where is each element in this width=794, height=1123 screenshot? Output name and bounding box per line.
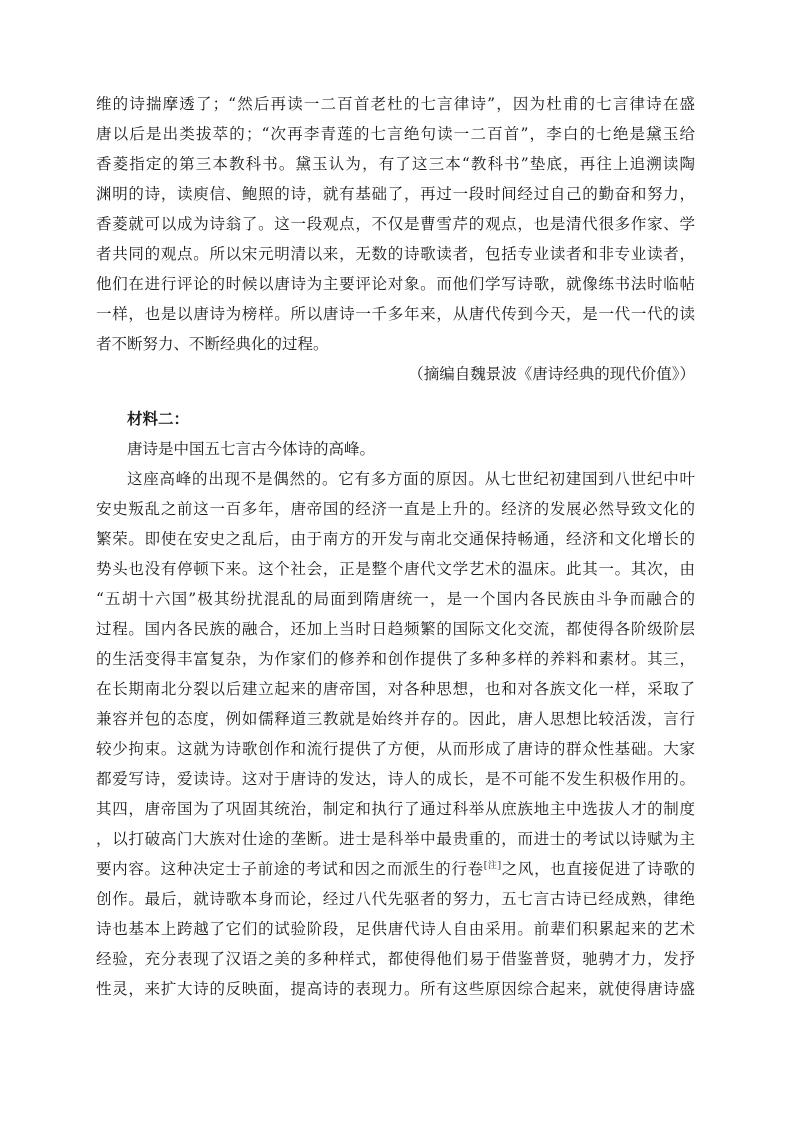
- paragraph-line: 都爱写诗，爱读诗。这对于唐诗的发达，诗人的成长，是不可能不发生积极作用的。: [96, 770, 695, 788]
- material-two-text: [96, 404, 695, 1004]
- paragraph-line: 性灵，来扩大诗的反映面，提高诗的表现力。所有这些原因综合起来，就使得唐诗盛: [96, 980, 695, 998]
- paragraph-line: 其四，唐帝国为了巩固其统治，制定和执行了通过科举从庶族地主中选拔人才的制度: [96, 800, 695, 818]
- paragraph-line: “五胡十六国”极其纷扰混乱的局面到隋唐统一，是一个国内各民族由斗争而融合的: [96, 590, 695, 608]
- paragraph-line: 在长期南北分裂以后建立起来的唐帝国，对各种思想，也和对各族文化一样，采取了: [96, 680, 695, 698]
- line-text: 之风，也直接促进了诗歌的: [501, 860, 695, 878]
- paragraph-line: 较少拘束。这就为诗歌创作和流行提供了方便，从而形成了唐诗的群众性基础。大家: [96, 740, 695, 758]
- paragraph-line: 一样，也是以唐诗为榜样。所以唐诗一千多年来，从唐代传到今天，是一代一代的读: [96, 305, 695, 323]
- paragraph-line: 诗也基本上跨越了它们的试验阶段，足供唐代诗人自由采用。前辈们积累起来的艺术: [96, 920, 695, 938]
- paragraph-line: 香菱指定的第三本教科书。黛玉认为，有了这三本“教科书”垫底，再往上追溯读陶: [96, 155, 695, 173]
- paragraph-line: [96, 854, 695, 884]
- paragraph-line: 安史叛乱之前这一百多年，唐帝国的经济一直是上升的。经济的发展必然导致文化的: [96, 500, 695, 518]
- paragraph-line: 这座高峰的出现不是偶然的。它有多方面的原因。从七世纪初建国到八世纪中叶: [127, 470, 695, 488]
- footnote-marker: [注]: [483, 860, 502, 871]
- paragraph-line: 唐以后是出类拔萃的；“次再李青莲的七言绝句读一二百首”，李白的七绝是黛玉给: [96, 125, 695, 143]
- paragraph-line: 繁荣。即使在安史之乱后，由于南方的开发与南北交通保持畅通，经济和文化增长的: [96, 530, 695, 548]
- paragraph-line: 经验，充分表现了汉语之美的多种样式，都使得他们易于借鉴普贤，驰骋才力，发抒: [96, 950, 695, 968]
- paragraph-line: 创作。最后，就诗歌本身而论，经过八代先驱者的努力，五七言古诗已经成熟，律绝: [96, 890, 695, 908]
- paragraph-line: 过程。国内各民族的融合，还加上当时日趋频繁的国际文化交流，都使得各阶级阶层: [96, 620, 695, 638]
- paragraph-line: 他们在进行评论的时候以唐诗为主要评论对象。而他们学写诗歌，就像练书法时临帖: [96, 275, 695, 293]
- material-one-text: [96, 89, 695, 389]
- paragraph-line: 势头也没有停顿下来。这个社会，正是整个唐代文学艺术的温床。此其一。其次，由: [96, 560, 695, 578]
- line-text: 要内容。这种决定士子前途的考试和因之而派生的行卷: [96, 860, 484, 878]
- paragraph-line: 香菱就可以成为诗翁了。这一段观点，不仅是曹雪芹的观点，也是清代很多作家、学: [96, 215, 695, 233]
- paragraph-line: 兼容并包的态度，例如儒释道三教就是始终并存的。因此，唐人思想比较活泼，言行: [96, 710, 695, 728]
- source-citation: （摘编自魏景波《唐诗经典的现代价值》）: [408, 365, 695, 383]
- paragraph-line: 的生活变得丰富复杂，为作家们的修养和创作提供了多种多样的养料和素材。其三，: [96, 650, 695, 668]
- intro-line: 唐诗是中国五七言古今体诗的高峰。: [127, 440, 376, 458]
- paragraph-line: 者不断努力、不断经典化的过程。: [96, 335, 329, 353]
- paragraph-line: ，以打破高门大族对仕途的垄断。进士是科举中最贵重的，而进士的考试以诗赋为主: [96, 830, 695, 848]
- paragraph-line: 者共同的观点。所以宋元明清以来，无数的诗歌读者，包括专业读者和非专业读者，: [96, 245, 695, 263]
- section-heading: 材料二：: [127, 409, 190, 428]
- paragraph-line: 维的诗揣摩透了；“然后再读一二百首老杜的七言律诗”，因为杜甫的七言律诗在盛: [96, 95, 695, 113]
- paragraph-line: 渊明的诗，读庾信、鲍照的诗，就有基础了，再过一段时间经过自己的勤奋和努力，: [96, 185, 695, 203]
